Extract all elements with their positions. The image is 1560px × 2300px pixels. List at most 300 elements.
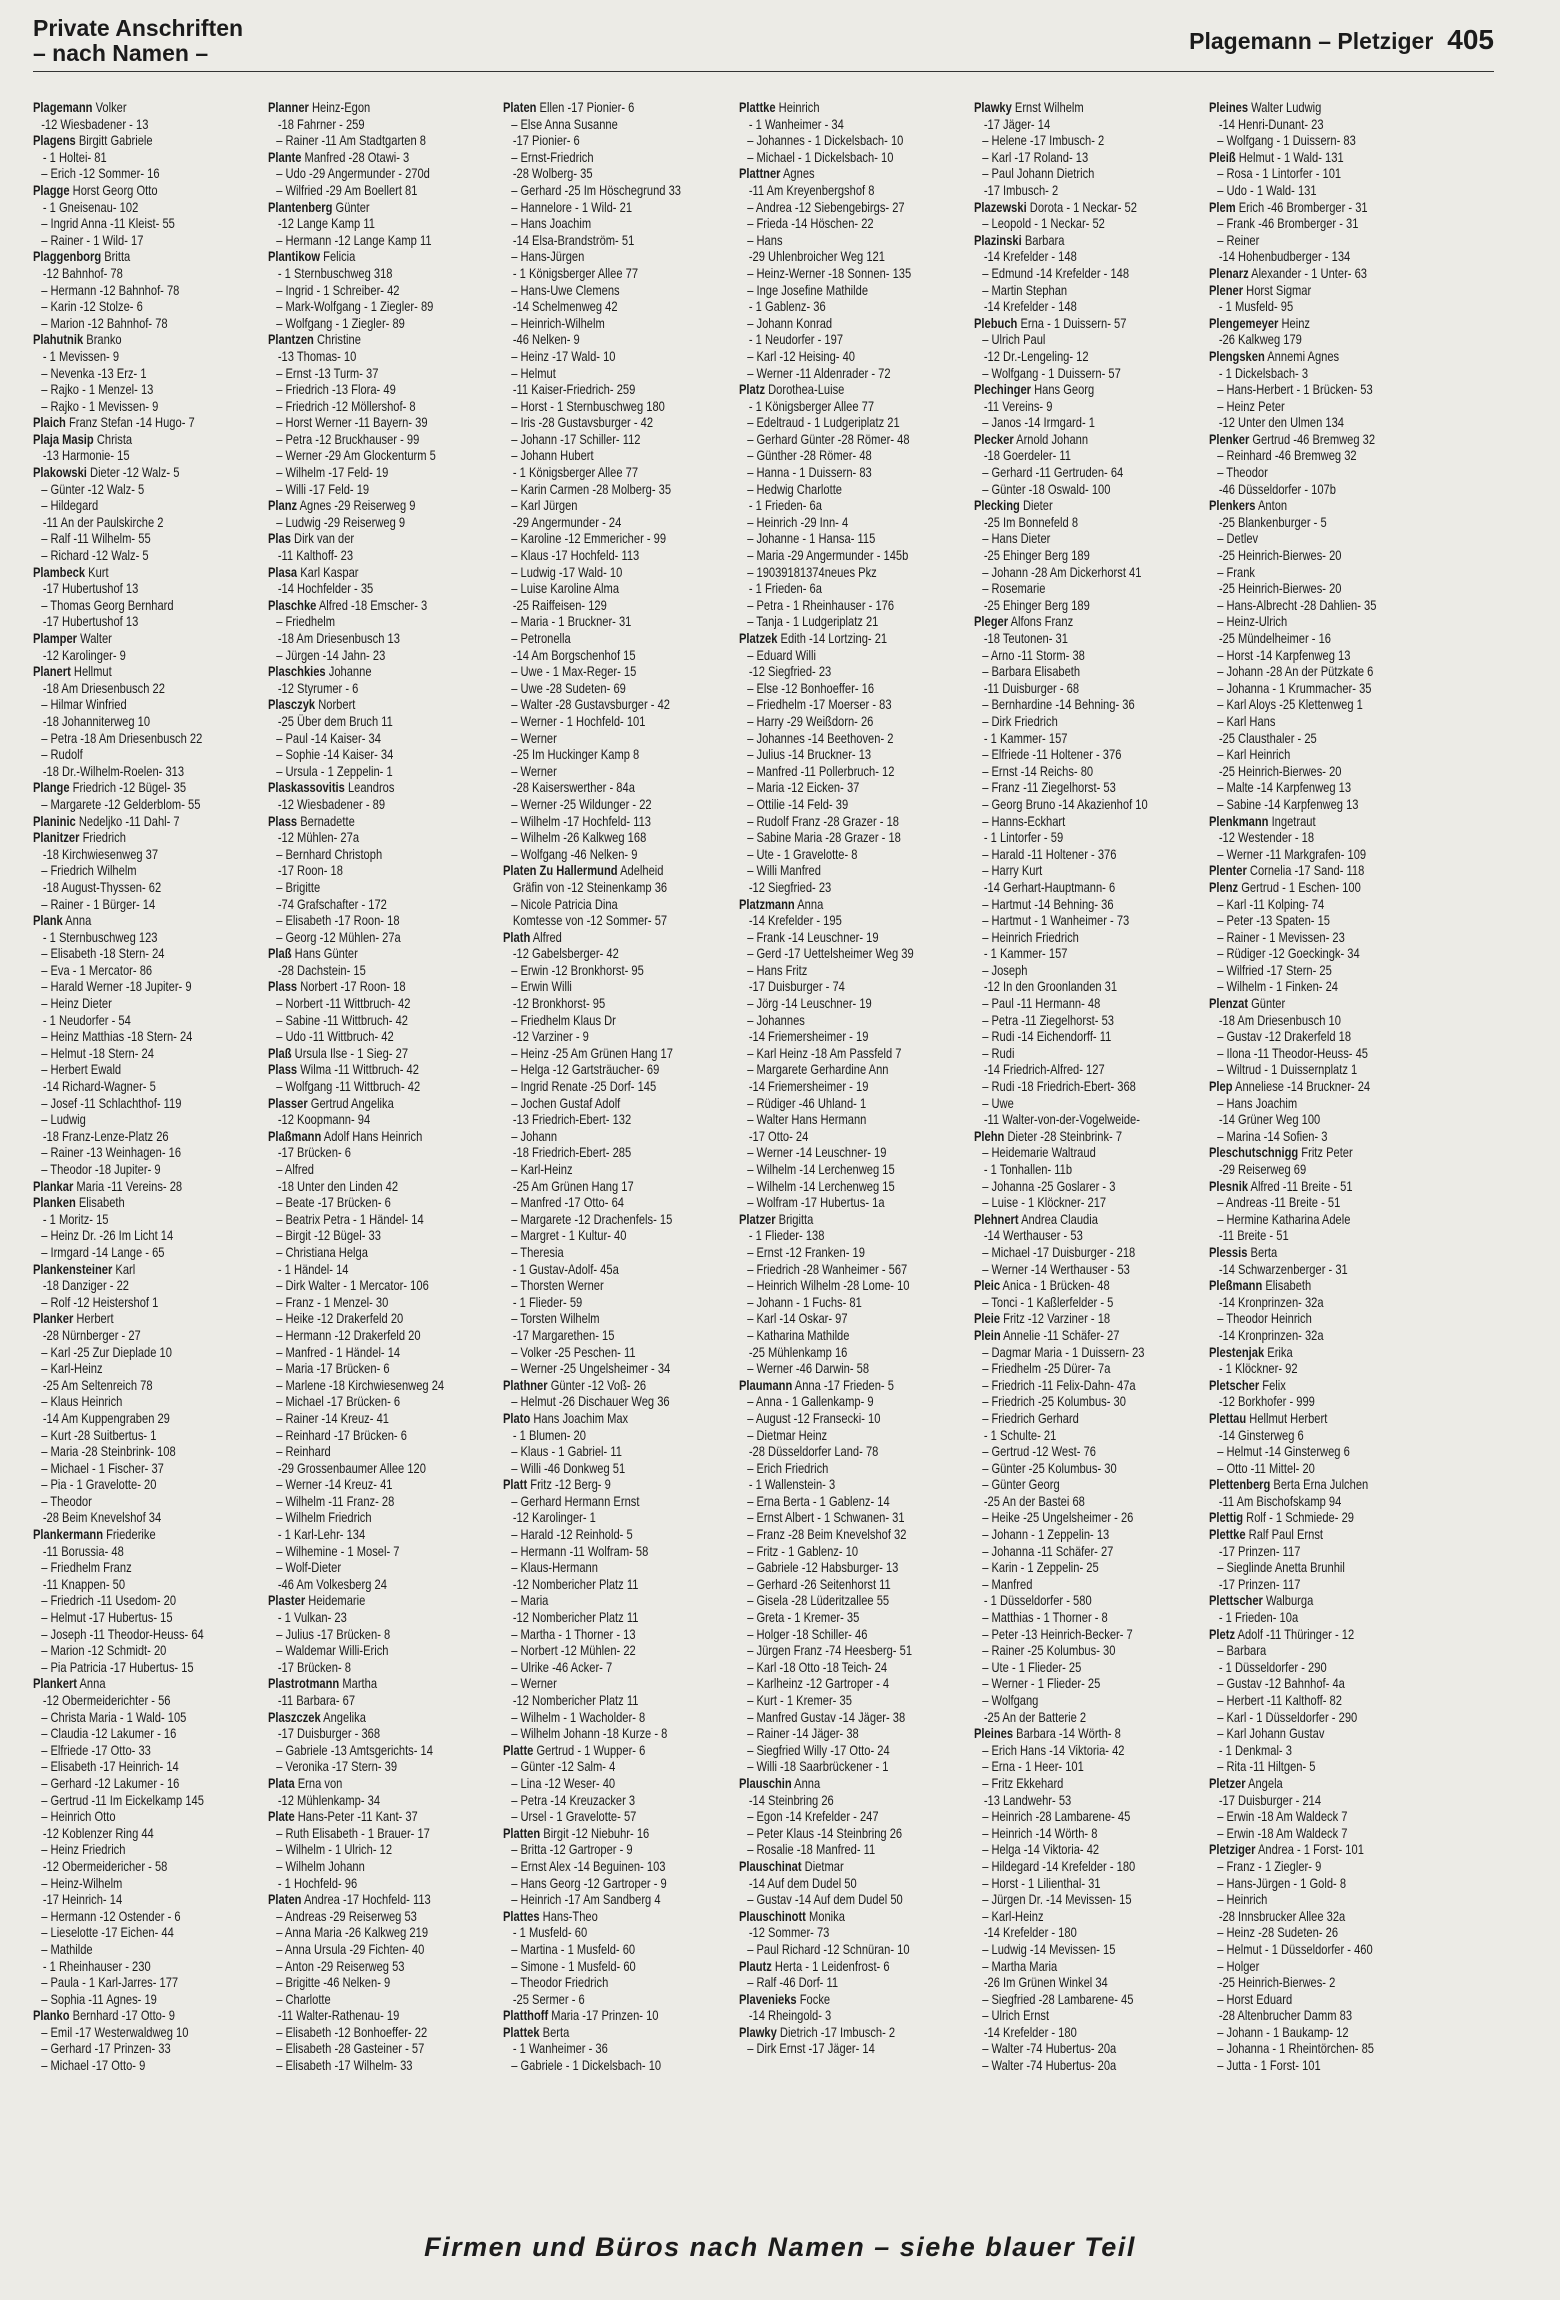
entry-address: -11 An der Paulskirche 2 xyxy=(42,514,164,530)
entry-sub: – Lieselotte -17 Eichen- 44 xyxy=(41,1925,174,1941)
entry-address: -18 Goerdeler- 11 xyxy=(983,448,1071,464)
entry-sub: – Siegfried -28 Lambarene- 45 xyxy=(981,1991,1134,2007)
surname: Plechinger xyxy=(973,382,1031,398)
entry-sub: – Ulrich Ernst xyxy=(981,2008,1049,2024)
surname: Pletz xyxy=(1208,1626,1235,1642)
entry-address: -14 Krefelder - 195 xyxy=(748,913,842,929)
entry-details: Erna - 1 Duissern- 57 xyxy=(1020,315,1127,331)
surname: Pleschutschnigg xyxy=(1208,1145,1299,1161)
entry-details: Heinz-Egon xyxy=(312,100,371,115)
entry-sub: – Heinrich -17 Am Sandberg 4 xyxy=(511,1892,661,1908)
entry-sub: – Pia - 1 Gravelotte- 20 xyxy=(41,1477,157,1493)
entry-details: Dieter -12 Walz- 5 xyxy=(90,465,180,481)
entry-address: - 1 Wanheimer - 36 xyxy=(513,2041,609,2057)
surname: Plankensteiner xyxy=(33,1261,113,1277)
entry-address: -25 Ehinger Berg 189 xyxy=(983,548,1090,564)
entry-details: Brigitta xyxy=(778,1211,813,1227)
entry-sub: – Kurt - 1 Kremer- 35 xyxy=(746,1693,852,1708)
entry-details: Hans Joachim Max xyxy=(533,1410,629,1426)
surname: Plauschinott xyxy=(738,1908,806,1924)
entry-sub: – Petra - 1 Rheinhauser - 176 xyxy=(746,597,894,613)
entry-address: -11 Am Bischofskamp 94 xyxy=(1218,1493,1342,1509)
entry-head xyxy=(974,1278,1207,1295)
entry-head xyxy=(739,631,972,648)
entry-sub: – Rainer -11 Am Stadtgarten 8 xyxy=(276,133,427,149)
entry-sub: – Ludwig -29 Reiserweg 9 xyxy=(276,514,406,530)
entry-address: -18 Danziger - 22 xyxy=(42,1278,129,1294)
entry-sub: – Karlheinz -12 Gartroper - 4 xyxy=(746,1676,889,1692)
entry-details: Alfred xyxy=(533,929,563,945)
entry-sub: – Elisabeth -17 Wilhelm- 33 xyxy=(276,2058,413,2074)
surname: Plata xyxy=(268,1775,295,1791)
entry-details: Bernhard -17 Otto- 9 xyxy=(72,2008,175,2024)
entry-sub: – Martina - 1 Musfeld- 60 xyxy=(511,1941,636,1957)
entry-sub: – Willi -46 Donkweg 51 xyxy=(511,1460,626,1476)
entry-sub: – Heinz -28 Sudeten- 26 xyxy=(1217,1925,1338,1941)
column-1 xyxy=(33,100,266,2220)
entry-sub: – Helmut -17 Hubertus- 15 xyxy=(41,1610,173,1626)
entry-address: -14 Schwarzenberger - 31 xyxy=(1218,1261,1348,1277)
entry-address: -12 Sommer- 73 xyxy=(748,1925,829,1941)
entry-sub: – Harry -29 Weißdorn- 26 xyxy=(746,713,873,729)
entry-sub: – Franz - 1 Menzel- 30 xyxy=(276,1294,389,1310)
header-rule xyxy=(33,71,1494,72)
entry-sub: – Hans-Albrecht -28 Dahlien- 35 xyxy=(1217,597,1377,613)
entry-sub: – Gabriele -13 Amtsgerichts- 14 xyxy=(276,1742,434,1758)
entry-head xyxy=(268,979,501,996)
entry-sub: – Friedhelm Franz xyxy=(41,1560,132,1576)
entry-sub: – Maria xyxy=(511,1593,549,1609)
entry-head xyxy=(1209,1411,1442,1428)
entry-sub: – Heinrich Wilhelm -28 Lome- 10 xyxy=(746,1278,910,1294)
surname: Plecker xyxy=(973,431,1014,447)
column-5 xyxy=(974,100,1207,2220)
entry-sub: -12 Wiesbadener - 13 xyxy=(41,116,149,132)
entry-head xyxy=(33,1676,266,1693)
entry-address: -12 Karolinger- 9 xyxy=(42,647,126,663)
entry-sub: – Emil -17 Westerwaldweg 10 xyxy=(41,2024,189,2040)
entry-details: Andrea - 1 Forst- 101 xyxy=(1257,1842,1364,1858)
entry-sub: – Leopold - 1 Neckar- 52 xyxy=(981,216,1105,232)
entry-sub: – Gerhard -12 Lakumer - 16 xyxy=(41,1775,180,1791)
entry-address: - 1 Kammer- 157 xyxy=(983,730,1068,746)
surname: Plenkers xyxy=(1208,498,1256,514)
entry-address: -46 Düsseldorfer - 107b xyxy=(1218,481,1336,497)
entry-head xyxy=(33,1179,266,1196)
entry-head xyxy=(268,1593,501,1610)
surname: Plank xyxy=(33,913,63,929)
entry-sub: – Friedhelm Klaus Dr xyxy=(511,1012,617,1028)
entry-sub: – Theodor xyxy=(1217,465,1268,481)
entry-address: -25 Im Bonnefeld 8 xyxy=(983,514,1078,530)
entry-sub: – Reiner xyxy=(1217,232,1260,248)
entry-sub: – Uwe - 1 Max-Reger- 15 xyxy=(511,664,637,680)
entry-address: - 1 Flieder- 138 xyxy=(748,1228,824,1244)
entry-address: - 1 Musfeld- 60 xyxy=(513,1925,588,1941)
entry-sub: – Harry Kurt xyxy=(981,863,1042,879)
entry-details: Birgit -12 Niebuhr- 16 xyxy=(543,1825,650,1841)
entry-sub: – Rainer - 1 Wild- 17 xyxy=(41,232,144,248)
column-2 xyxy=(268,100,501,2220)
entry-details: Andrea Claudia xyxy=(1020,1211,1098,1227)
entry-sub: – Fritz - 1 Gablenz- 10 xyxy=(746,1543,858,1559)
entry-address: -14 Rheingold- 3 xyxy=(748,2008,831,2024)
entry-head xyxy=(268,697,501,714)
entry-address: -17 Duisburger - 74 xyxy=(748,979,845,995)
entry-address: Komtesse von -12 Sommer- 57 xyxy=(513,913,668,929)
entry-sub: – Werner xyxy=(511,763,558,779)
entry-sub: – Claudia -12 Lakumer - 16 xyxy=(41,1726,177,1742)
entry-sub: – Karl -25 Zur Dieplade 10 xyxy=(41,1344,172,1360)
entry-address: -11 Barbara- 67 xyxy=(278,1693,356,1708)
entry-sub: – Rainer - 1 Bürger- 14 xyxy=(41,896,156,912)
surname: Plein xyxy=(973,1327,1001,1343)
entry-sub: – Luise Karoline Alma xyxy=(511,581,620,597)
entry-address: -14 Krefelder - 180 xyxy=(983,2024,1077,2040)
entry-address: -11 Walter-von-der-Vogelweide- xyxy=(983,1112,1140,1128)
entry-head xyxy=(33,249,266,266)
entry-head xyxy=(1209,200,1442,217)
entry-sub: – Werner - 1 Hochfeld- 101 xyxy=(511,713,646,729)
surname: Platen xyxy=(503,100,537,115)
footer-note: Firmen und Büros nach Namen – siehe blauer Teil xyxy=(424,2232,1136,2262)
entry-sub: – Frank -14 Leuschner- 19 xyxy=(746,929,879,945)
entry-sub: – Wilhelm -26 Kalkweg 168 xyxy=(511,830,647,846)
entry-sub: – Gustav -14 Auf dem Dudel 50 xyxy=(746,1892,903,1908)
entry-sub: – Karl -12 Heising- 40 xyxy=(746,348,855,364)
entry-sub: – Frank -46 Bromberger - 31 xyxy=(1217,216,1359,232)
entry-sub: – Marion -12 Bahnhof- 78 xyxy=(41,315,168,331)
entry-head xyxy=(974,382,1207,399)
entry-sub: – Manfred Gustav -14 Jäger- 38 xyxy=(746,1709,905,1725)
entry-head xyxy=(33,432,266,449)
entry-address: -25 Ehinger Berg 189 xyxy=(983,597,1090,613)
entry-sub: – Wolf-Dieter xyxy=(276,1560,342,1576)
entry-sub: – Werner - 1 Flieder- 25 xyxy=(981,1676,1101,1692)
entry-details: Anna xyxy=(79,1676,106,1692)
entry-details: Agnes -29 Reiserweg 9 xyxy=(299,498,416,514)
entry-head xyxy=(739,1959,972,1976)
entry-sub: – Joseph xyxy=(981,962,1028,978)
surname: Plenzat xyxy=(1208,996,1248,1012)
entry-sub: – Joseph -11 Theodor-Heuss- 64 xyxy=(41,1626,204,1642)
entry-details: Alfred -18 Emscher- 3 xyxy=(318,597,428,613)
entry-head xyxy=(503,1411,736,1428)
entry-sub: – Martha - 1 Thorner - 13 xyxy=(511,1626,636,1642)
entry-sub: – Rainer -14 Kreuz- 41 xyxy=(276,1410,390,1426)
surname: Plathner xyxy=(503,1377,548,1393)
entry-sub: – Karl Hans xyxy=(1217,713,1276,729)
entry-head xyxy=(33,1311,266,1328)
entry-sub: – Heinrich Friedrich xyxy=(981,929,1079,945)
entry-sub: – Ilona -11 Theodor-Heuss- 45 xyxy=(1217,1045,1368,1061)
entry-address: - 1 Kammer- 157 xyxy=(983,946,1068,962)
entry-sub: – Nicole Patricia Dina xyxy=(511,896,619,912)
entry-details: Johanne xyxy=(328,664,372,680)
entry-details: Anneliese -14 Bruckner- 24 xyxy=(1234,1079,1370,1095)
entry-details: Barbara -14 Wörth- 8 xyxy=(1015,1726,1121,1742)
entry-head xyxy=(974,1311,1207,1328)
entry-sub: – Simone - 1 Musfeld- 60 xyxy=(511,1958,637,1974)
entry-sub: – Marina -14 Sofien- 3 xyxy=(1217,1128,1328,1144)
surname: Planko xyxy=(33,2008,70,2024)
entry-sub: – Hartmut -14 Behning- 36 xyxy=(981,896,1114,912)
entry-sub: – Mathilde xyxy=(41,1941,93,1957)
entry-sub: – Hildegard xyxy=(41,498,99,514)
entry-sub: – Rita -11 Hiltgen- 5 xyxy=(1217,1759,1316,1775)
entry-details: Dirk van der xyxy=(294,531,355,547)
entry-address: - 1 Vulkan- 23 xyxy=(278,1610,347,1626)
entry-address: -14 Hohenbudberger - 134 xyxy=(1218,249,1351,265)
entry-sub: – Hermann -12 Bahnhof- 78 xyxy=(41,282,180,298)
entry-sub: – Ludwig -17 Wald- 10 xyxy=(511,564,623,580)
entry-details: Manfred -28 Otawi- 3 xyxy=(304,149,410,165)
entry-sub: – Wolfgang - 1 Ziegler- 89 xyxy=(276,315,406,331)
entry-details: Adelheid xyxy=(620,863,664,879)
entry-sub: – Johann - 1 Zeppelin- 13 xyxy=(981,1527,1109,1543)
entry-sub: – Norbert -11 Wittbruch- 42 xyxy=(276,996,411,1012)
entry-sub: – Gerhard -11 Gertruden- 64 xyxy=(981,465,1123,481)
entry-address: -14 Am Borgschenhof 15 xyxy=(513,647,636,663)
entry-sub: – Theodor xyxy=(41,1493,92,1509)
entry-details: Anna -17 Frieden- 5 xyxy=(794,1377,894,1393)
entry-sub: – Detlev xyxy=(1217,531,1258,547)
entry-sub: – Hans-Uwe Clemens xyxy=(511,282,620,298)
entry-sub: – Johann xyxy=(511,1128,558,1144)
entry-sub: – Heinrich-Wilhelm xyxy=(511,315,606,331)
entry-sub: – Wilhemine - 1 Mosel- 7 xyxy=(276,1543,400,1559)
entry-details: Annelie -11 Schäfer- 27 xyxy=(1002,1327,1120,1343)
surname: Platt xyxy=(503,1477,528,1493)
entry-address: - 1 Hochfeld- 96 xyxy=(278,1875,358,1891)
entry-sub: – Wolfgang - 1 Duissern- 57 xyxy=(981,365,1121,381)
entry-sub: – Theresia xyxy=(511,1244,565,1260)
entry-head xyxy=(268,946,501,963)
entry-details: Berta xyxy=(1250,1244,1278,1260)
surname: Plaich xyxy=(33,415,66,431)
entry-sub: – Karl -11 Kolping- 74 xyxy=(1217,896,1325,912)
entry-sub: – Franz - 1 Ziegler- 9 xyxy=(1217,1858,1322,1874)
entry-head xyxy=(503,1909,736,1926)
entry-sub: – Dirk Friedrich xyxy=(981,713,1058,729)
entry-sub: – Harald Werner -18 Jupiter- 9 xyxy=(41,979,192,995)
entry-head xyxy=(974,1726,1207,1743)
entry-sub: – Charlotte xyxy=(276,1991,331,2007)
entry-head xyxy=(1209,316,1442,333)
entry-head xyxy=(33,830,266,847)
entry-sub: – Holger xyxy=(1217,1958,1260,1974)
entry-sub: – Hilmar Winfried xyxy=(41,697,127,713)
entry-address: - 1 Moritz- 15 xyxy=(42,1211,109,1227)
entry-address: -14 Auf dem Dudel 50 xyxy=(748,1875,857,1891)
entry-address: - 1 Klöckner- 92 xyxy=(1218,1361,1298,1377)
entry-sub: – Uwe xyxy=(981,1095,1014,1111)
entry-address: -25 An der Bastei 68 xyxy=(983,1493,1085,1509)
entry-sub: – Hans Joachim xyxy=(1217,1095,1297,1111)
entry-head xyxy=(268,1062,501,1079)
entry-address: -17 Jäger- 14 xyxy=(983,116,1050,132)
entry-head xyxy=(1209,1245,1442,1262)
surname: Plenkmann xyxy=(1208,813,1269,829)
entry-sub: – Wilhelm Johann -18 Kurze - 8 xyxy=(511,1726,668,1742)
entry-sub: – Johann Hubert xyxy=(511,448,594,464)
entry-sub: – Franz -28 Beim Knevelshof 32 xyxy=(746,1527,906,1543)
entry-details: Martha xyxy=(342,1676,378,1692)
entry-sub: – Karl-Heinz xyxy=(511,1162,573,1177)
entry-sub: – Eduard Willi xyxy=(746,647,816,663)
surname: Plasa xyxy=(268,564,298,580)
surname: Plawky xyxy=(973,100,1012,115)
surname: Pletziger xyxy=(1208,1842,1256,1858)
entry-sub: – Friedhelm xyxy=(276,614,336,630)
entry-head xyxy=(268,1710,501,1727)
surname: Plass xyxy=(268,813,298,829)
entry-sub: – Klaus-Hermann xyxy=(511,1560,599,1576)
entry-address: -25 Mühlenkamp 16 xyxy=(748,1344,847,1360)
entry-sub: – Ulrich Paul xyxy=(981,332,1046,348)
entry-details: Fritz -12 Berg- 9 xyxy=(530,1477,612,1493)
entry-sub: – Gisela -28 Lüderitzallee 55 xyxy=(746,1593,889,1609)
entry-details: Berta Erna Julchen xyxy=(1273,1477,1369,1493)
surname: Plantenberg xyxy=(268,199,333,215)
entry-address: -12 Wiesbadener - 89 xyxy=(278,796,386,812)
surname: Plastrotmann xyxy=(268,1676,340,1692)
entry-sub: – Heidemarie Waltraud xyxy=(981,1145,1096,1161)
entry-details: Anna xyxy=(793,1775,820,1791)
entry-address: -28 Innsbrucker Allee 32a xyxy=(1218,1908,1346,1924)
entry-details: Dietmar xyxy=(804,1858,844,1874)
entry-sub: – Dagmar Maria - 1 Duissern- 23 xyxy=(981,1344,1145,1360)
entry-sub: – Petronella xyxy=(511,631,572,646)
entry-sub: – Dirk Ernst -17 Jäger- 14 xyxy=(746,2041,875,2057)
entry-address: -11 Borussia- 48 xyxy=(42,1543,124,1559)
entry-address: - 1 Holtei- 81 xyxy=(42,149,107,165)
entry-sub: – Ulrike -46 Acker- 7 xyxy=(511,1659,613,1675)
column-4 xyxy=(739,100,972,2220)
entry-sub: – Rosalie -18 Manfred- 11 xyxy=(746,1842,875,1858)
entry-sub: – Wilhelm -14 Lerchenweg 15 xyxy=(746,1162,895,1177)
entry-sub: – Kurt -28 Suitbertus- 1 xyxy=(41,1427,157,1443)
entry-sub: – Peter -13 Spaten- 15 xyxy=(1217,913,1330,929)
entry-address: -17 Imbusch- 2 xyxy=(983,182,1058,198)
entry-address: -25 Blankenburger - 5 xyxy=(1218,514,1327,530)
entry-sub: – Erna Berta - 1 Gablenz- 14 xyxy=(746,1493,890,1509)
surname: Plambeck xyxy=(33,564,86,580)
entry-sub: – Wiltrud - 1 Duissernplatz 1 xyxy=(1217,1062,1358,1078)
surname: Plattek xyxy=(503,2024,540,2040)
surname: Platzek xyxy=(738,631,777,646)
entry-head xyxy=(1209,1345,1442,1362)
surname: Plaschkies xyxy=(268,664,326,680)
entry-details: Leandros xyxy=(348,780,395,796)
entry-sub: – Johannes - 1 Dickelsbach- 10 xyxy=(746,133,903,149)
entry-sub: – Willi -17 Feld- 19 xyxy=(276,481,370,497)
entry-address: -13 Thomas- 10 xyxy=(278,348,357,364)
surname: Pleßmann xyxy=(1208,1278,1263,1294)
page-header-right xyxy=(1189,24,1494,56)
entry-details: Alfred -11 Breite - 51 xyxy=(1250,1178,1353,1194)
entry-sub: – Karl Heinrich xyxy=(1217,747,1291,763)
entry-sub: – Brigitte -46 Nelken- 9 xyxy=(276,1975,391,1991)
entry-head xyxy=(268,531,501,548)
entry-head xyxy=(739,100,972,117)
entry-address: -14 Friedrich-Alfred- 127 xyxy=(983,1062,1105,1078)
entry-address: -17 Pionier- 6 xyxy=(513,133,581,149)
entry-address: -18 Franz-Lenze-Platz 26 xyxy=(42,1128,169,1144)
entry-sub: – Petra -12 Bruckhauser - 99 xyxy=(276,431,420,447)
entry-address: - 1 Flieder- 59 xyxy=(513,1294,583,1310)
entry-head xyxy=(739,1378,972,1395)
entry-details: Fritz -12 Varziner - 18 xyxy=(1002,1311,1110,1327)
entry-sub: – Luise - 1 Klöckner- 217 xyxy=(981,1195,1106,1211)
entry-head xyxy=(739,1212,972,1229)
entry-address: -17 Margarethen- 15 xyxy=(513,1327,615,1343)
entry-sub: – Manfred - 1 Händel- 14 xyxy=(276,1344,401,1360)
entry-details: Heinrich xyxy=(778,100,820,115)
entry-head xyxy=(268,814,501,831)
entry-sub: – Horst - 1 Sternbuschweg 180 xyxy=(511,398,666,414)
entry-sub: – Walter -74 Hubertus- 20a xyxy=(981,2058,1116,2074)
surname: Planert xyxy=(33,664,71,680)
entry-details: Branko xyxy=(86,332,122,348)
entry-address: -14 Richard-Wagner- 5 xyxy=(42,1079,156,1095)
entry-address: - 1 Mevissen- 9 xyxy=(42,348,120,364)
entry-sub: – Werner -25 Wildunger - 22 xyxy=(511,796,652,812)
entry-details: Norbert -17 Roon- 18 xyxy=(300,979,406,995)
entry-sub: – Johann -28 An der Pützkate 6 xyxy=(1217,664,1374,680)
entry-head xyxy=(1209,266,1442,283)
entry-details: Dorota - 1 Neckar- 52 xyxy=(1029,199,1137,215)
entry-address: -11 Knappen- 50 xyxy=(42,1576,126,1592)
entry-head xyxy=(739,1859,972,1876)
entry-sub: – Veronika -17 Stern- 39 xyxy=(276,1759,398,1775)
entry-address: -18 Johanniterweg 10 xyxy=(42,713,151,729)
surname: Plenz xyxy=(1208,879,1238,895)
entry-sub: – Udo - 1 Wald- 131 xyxy=(1217,182,1317,198)
entry-address: -14 Steinbring 26 xyxy=(748,1792,834,1808)
entry-sub: – Rüdiger -12 Goeckingk- 34 xyxy=(1217,946,1360,962)
entry-sub: – Jürgen Dr. -14 Mevissen- 15 xyxy=(981,1892,1132,1908)
entry-details: Anton xyxy=(1257,498,1287,514)
entry-head xyxy=(974,1328,1207,1345)
entry-sub: – Hermann -12 Ostender - 6 xyxy=(41,1908,181,1924)
entry-details: Gertrud - 1 Eschen- 100 xyxy=(1241,879,1361,895)
column-3 xyxy=(503,100,736,2220)
entry-address: -17 Heinrich- 14 xyxy=(42,1892,123,1908)
surname: Pleger xyxy=(973,614,1008,630)
entry-head xyxy=(739,1776,972,1793)
entry-details: Ernst Wilhelm xyxy=(1014,100,1084,115)
entry-head xyxy=(268,1892,501,1909)
entry-sub: – Paul Richard -12 Schnüran- 10 xyxy=(746,1941,910,1957)
surname: Plauschin xyxy=(738,1775,792,1791)
entry-details: Herbert xyxy=(76,1311,114,1327)
page-number: 405 xyxy=(1447,24,1494,55)
surname: Plattke xyxy=(738,100,776,115)
section-heading-line1: Private Anschriften xyxy=(33,15,244,41)
entry-head xyxy=(33,1262,266,1279)
entry-sub: – Horst Werner -11 Bayern- 39 xyxy=(276,415,428,431)
entry-sub: – Else Anna Susanne xyxy=(511,116,619,132)
surname: Plestenjak xyxy=(1208,1344,1265,1360)
entry-sub: – Reinhard -46 Bremweg 32 xyxy=(1217,448,1357,464)
entry-sub: – Margarete Gerhardine Ann xyxy=(746,1062,888,1078)
entry-sub: – Heinz Dieter xyxy=(41,996,112,1012)
entry-head xyxy=(268,100,501,117)
surname: Plakowski xyxy=(33,465,87,481)
entry-sub: – Rudi xyxy=(981,1045,1015,1061)
entry-sub: – Helene -17 Imbusch- 2 xyxy=(981,133,1104,149)
